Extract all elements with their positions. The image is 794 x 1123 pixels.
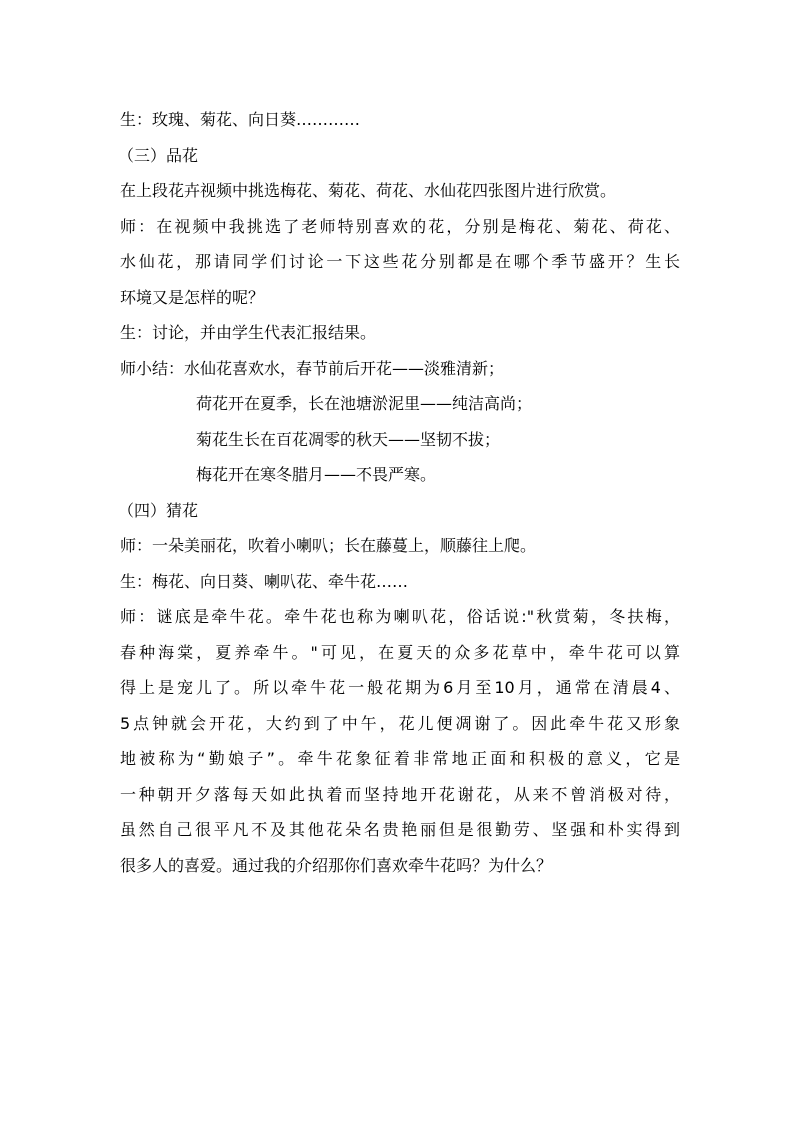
paragraph-line: 得上是宠儿了。所以牵牛花一般花期为6月至10月，通常在清晨4、 [120,678,680,697]
paragraph-line: 虽然自己很平凡不及其他花朵名贵艳丽但是很勤劳、坚强和朴实得到 [120,820,680,839]
paragraph-line: 水仙花，那请同学们讨论一下这些花分别都是在哪个季节盛开？生长 [120,252,680,271]
answer-line: 生：讨论，并由学生代表汇报结果。 [120,323,377,342]
summary-line: 师小结：水仙花喜欢水，春节前后开花——淡雅清新； [120,358,505,378]
summary-item: 梅花开在寒冬腊月——不畏严寒。 [196,465,437,484]
answer-line: 生：梅花、向日葵、喇叭花、牵牛花…… [120,571,409,591]
teacher-line: 师：谜底是牵牛花。牵牛花也称为喇叭花，俗话说:"秋赏菊，冬扶梅， [120,607,680,626]
section-heading-cai-hua: （四）猜花 [118,500,199,520]
section-heading-pin-hua: （三）品花 [118,145,199,165]
paragraph-line: 环境又是怎样的呢？ [120,287,265,307]
paragraph-line: 在上段花卉视频中挑选梅花、菊花、荷花、水仙花四张图片进行欣赏。 [120,181,617,200]
summary-item: 菊花生长在百花凋零的秋天——坚韧不拔； [196,429,501,449]
paragraph-line: 春种海棠，夏养牵牛。"可见，在夏天的众多花草中，牵牛花可以算 [120,642,680,662]
paragraph-line: 一种朝开夕落每天如此执着而坚持地开花谢花，从来不曾消极对待， [120,784,680,804]
teacher-line: 师：一朵美丽花，吹着小喇叭；长在藤蔓上，顺藤往上爬。 [120,536,537,555]
paragraph-line: 5点钟就会开花，大约到了中午，花儿便凋谢了。因此牵牛花又形象 [120,713,680,733]
summary-item: 荷花开在夏季，长在池塘淤泥里——纯洁高尚； [196,394,533,413]
paragraph-line: 很多人的喜爱。通过我的介绍那你们喜欢牵牛花吗？为什么？ [120,855,553,875]
paragraph-line: 地被称为“勤娘子”。牵牛花象征着非常地正面和积极的意义，它是 [120,749,680,768]
answer-line: 生：玫瑰、菊花、向日葵………… [120,110,361,129]
teacher-line: 师：在视频中我挑选了老师特别喜欢的花，分别是梅花、菊花、荷花、 [120,216,680,236]
document-body [120,102,680,883]
